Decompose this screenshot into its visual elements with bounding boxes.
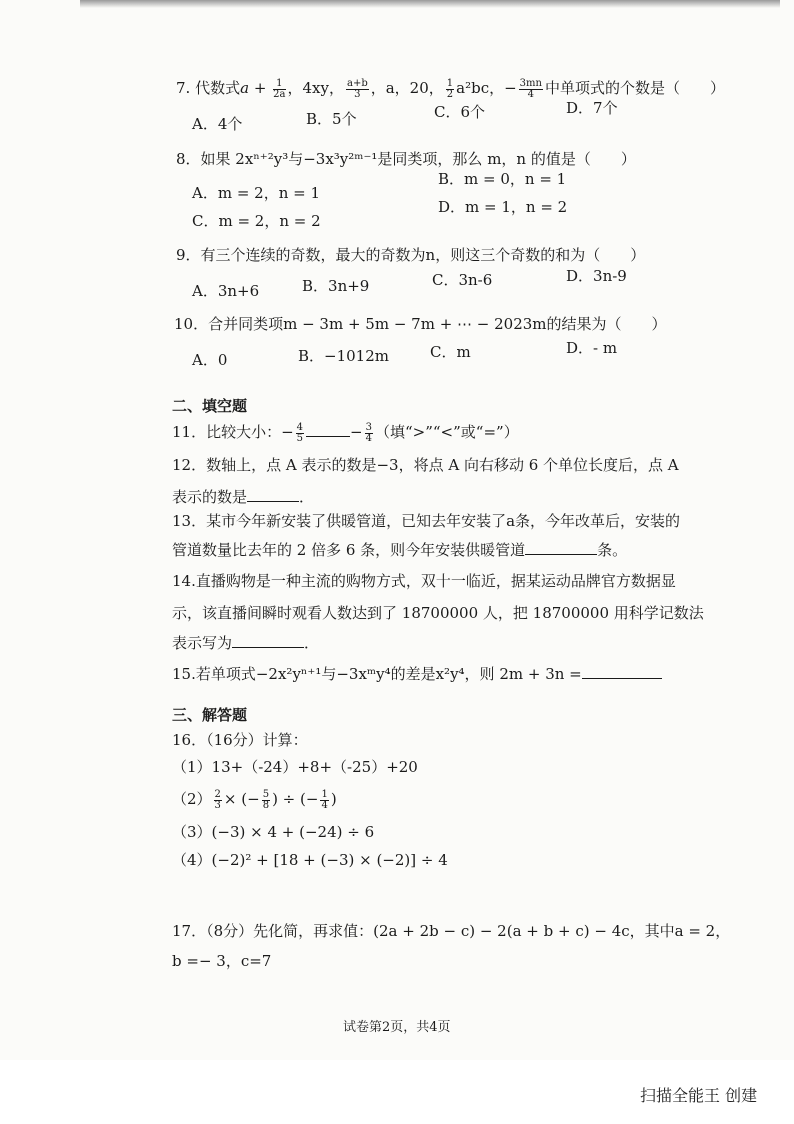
answer-blank [306, 422, 350, 437]
q8-option-c: C．m = 2，n = 2 [192, 212, 321, 230]
question-17-line2: b =− 3，c=7 [172, 952, 272, 970]
page-footer: 试卷第2页，共4页 [343, 1020, 451, 1035]
question-7-stem: 7. 代数式a + $\frac{1}{2a}$ ，4xy， $\frac{a+b}{3}$ ，a，20， $\frac{1}{2}$ a²bc，− $\frac{3mn}{4}$ 中单项式的个数是（ ） [176, 77, 725, 100]
q10-option-a: A．0 [192, 351, 228, 369]
question-12-line2: 表示的数是 ． [172, 488, 315, 506]
q7-option-c: C．6个 [434, 103, 486, 121]
question-13-line2: 管道数量比去年的 2 倍多 6 条，则今年安装供暖管道 条。 [172, 541, 628, 559]
fraction: $\frac{3mn}{4}$ [519, 77, 542, 100]
scan-shadow [80, 0, 780, 8]
q9-option-c: C．3n-6 [432, 271, 493, 289]
q8-option-b: B．m = 0，n = 1 [438, 170, 567, 188]
section-3-title: 三、解答题 [172, 706, 248, 724]
q7-option-a: A．4个 [192, 115, 243, 133]
question-12-line1: 12．数轴上，点 A 表示的数是−3，将点 A 向右移动 6 个单位长度后，点 A [172, 456, 679, 474]
question-16-part-1: （1）13+（-24）+8+（-25）+20 [172, 758, 418, 776]
question-14-line3: 表示写为 ． [172, 634, 320, 652]
question-8-stem: 8．如果 2xⁿ⁺²y³与−3x³y²ᵐ⁻¹是同类项，那么 m，n 的值是（ ） [176, 150, 636, 168]
fraction: $\frac{1}{4}$ [321, 788, 328, 811]
q7-option-d: D．7个 [566, 99, 618, 117]
question-16-part-2: （2） $\frac{2}{3}$ × (− $\frac{5}{8}$ ) ÷ (− $\frac{1}{4}$ ) [172, 788, 337, 811]
fraction: $\frac{5}{8}$ [262, 788, 270, 811]
question-11: 11．比较大小：− $\frac{4}{5}$ − $\frac{3}{4}$ （填“>”“<”或“=”） [172, 421, 519, 444]
q10-option-c: C．m [430, 343, 471, 361]
q9-option-d: D．3n-9 [566, 267, 627, 285]
fraction: $\frac{4}{5}$ [296, 421, 304, 444]
q10-option-b: B．−1012m [298, 347, 389, 365]
fraction: $\frac{1}{2a}$ [273, 77, 286, 100]
q8-option-a: A．m = 2，n = 1 [192, 184, 321, 202]
answer-blank [582, 664, 662, 679]
question-14-line2: 示，该直播间瞬时观看人数达到了 18700000 人，把 18700000 用科学记数法 [172, 604, 704, 622]
fraction: $\frac{1}{2}$ [446, 77, 454, 100]
scanner-watermark: 扫描全能王 创建 [640, 1086, 758, 1105]
q7-option-b: B．5个 [306, 110, 357, 128]
question-16-part-4: （4）(−2)² + [18 + (−3) × (−2)] ÷ 4 [172, 851, 448, 869]
answer-blank [247, 487, 299, 502]
question-13-line1: 13．某市今年新安装了供暖管道，已知去年安装了a条，今年改革后，安装的 [172, 512, 681, 530]
fraction: $\frac{3}{4}$ [365, 421, 372, 444]
question-9-stem: 9．有三个连续的奇数，最大的奇数为n，则这三个奇数的和为（ ） [176, 246, 646, 264]
fraction: $\frac{2}{3}$ [214, 788, 221, 811]
fraction: $\frac{a+b}{3}$ [346, 77, 368, 100]
q9-option-a: A．3n+6 [192, 282, 260, 300]
question-10-stem: 10．合并同类项m − 3m + 5m − 7m + ⋯ − 2023m的结果为（ ） [174, 315, 667, 333]
question-16-stem: 16．（16分）计算： [172, 731, 308, 749]
answer-blank [232, 633, 304, 648]
answer-blank [525, 540, 597, 555]
question-17-line1: 17．（8分）先化简，再求值：(2a + 2b − c) − 2(a + b + c) − 4c，其中a = 2， [172, 922, 731, 940]
question-15: 15.若单项式−2x²yⁿ⁺¹与−3xᵐy⁴的差是x²y⁴，则 2m + 3n = [172, 664, 662, 684]
q10-option-d: D．- m [566, 339, 618, 357]
question-16-part-3: （3）(−3) × 4 + (−24) ÷ 6 [172, 823, 375, 841]
q8-option-d: D．m = 1，n = 2 [438, 198, 568, 216]
q9-option-b: B．3n+9 [302, 277, 370, 295]
question-14-line1: 14.直播购物是一种主流的购物方式，双十一临近，据某运动品牌官方数据显 [172, 572, 676, 590]
section-2-title: 二、填空题 [172, 397, 248, 415]
